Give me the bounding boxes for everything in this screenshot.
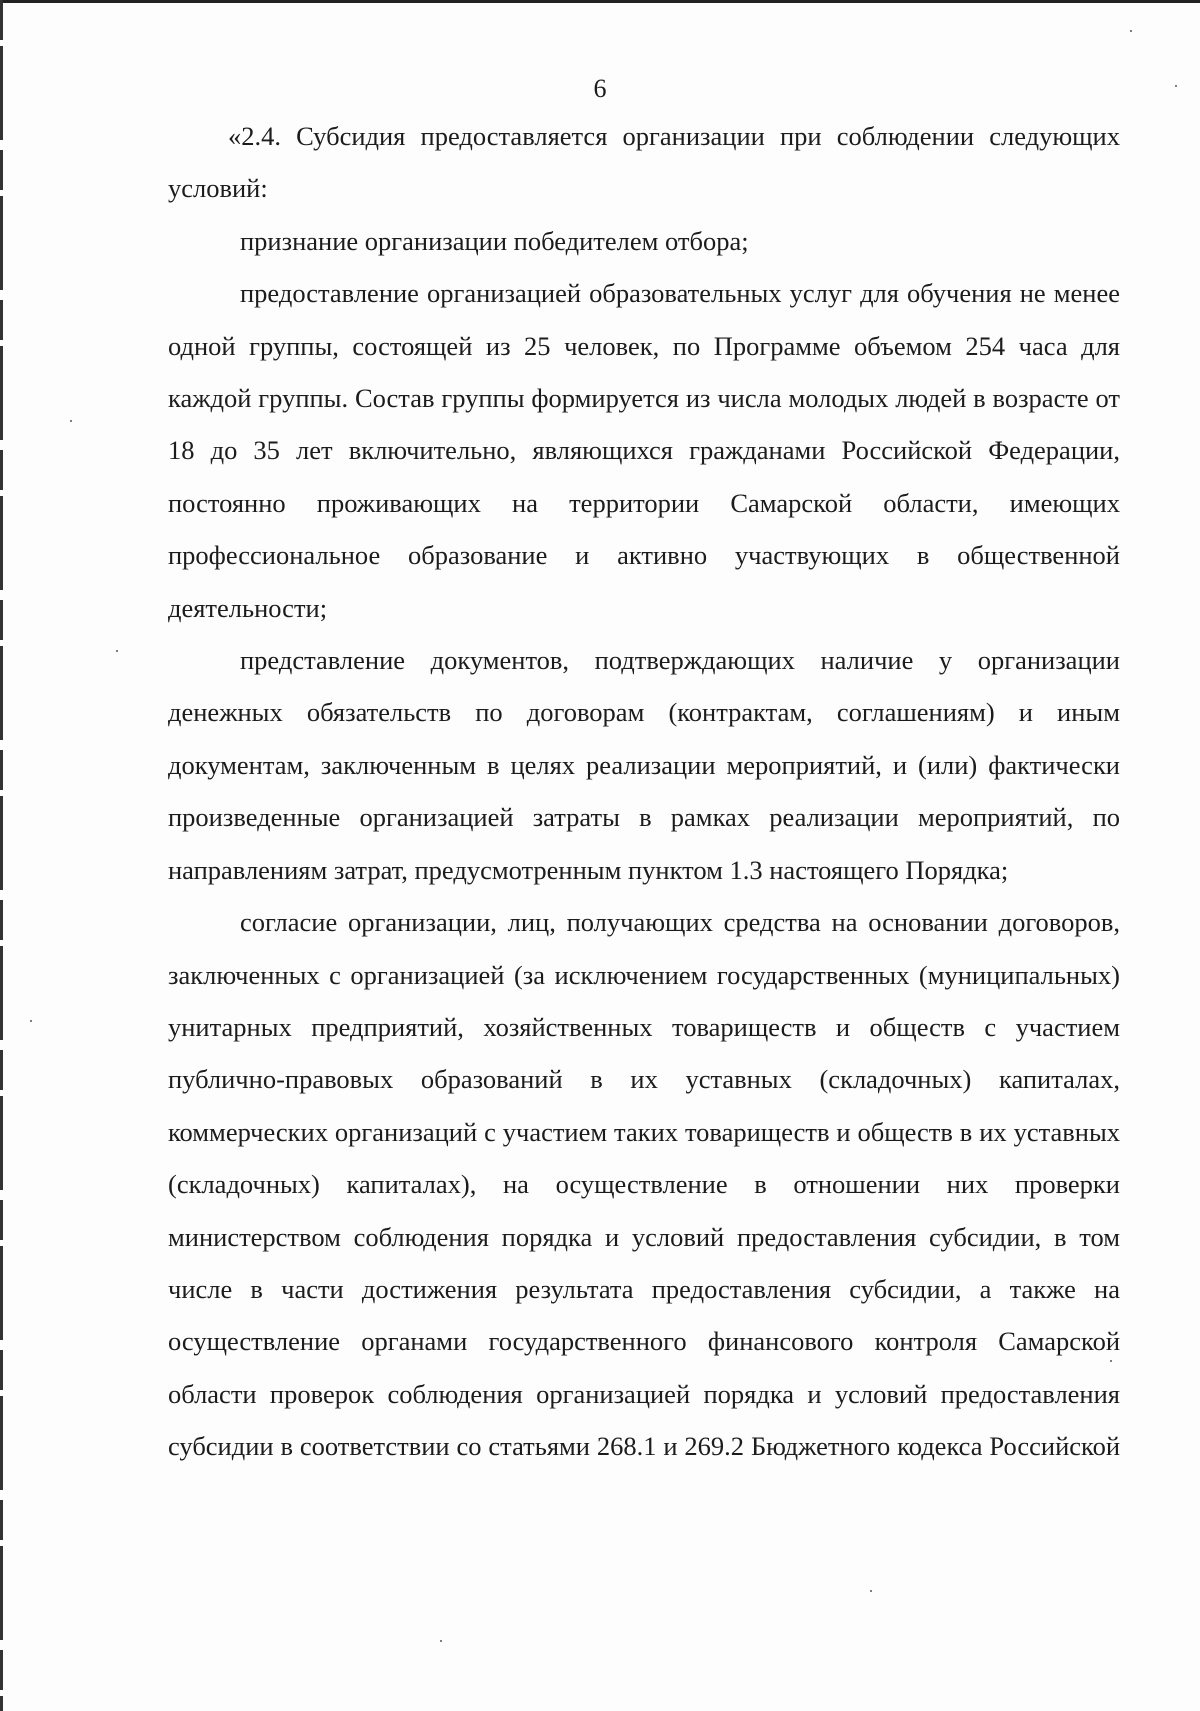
scan-speck [30, 1020, 32, 1022]
paragraph-condition-education-services: предоставление организацией образовательных услуг для обучения не менее одной группы, состоящей из 25 человек, по Программе объемом 254 часа для каждой группы. Состав группы формируется из числа молодых людей в возрасте от 18 до 35 лет включительно, являющихся гражданами Российской Федерации, постоянно проживающих на территории Самарской области, имеющих профессиональное образование и активно участвующих в общественной деятельности; [168, 278, 1120, 623]
paragraph-condition-documents: представление документов, подтверждающих наличие у организации денежных обязательств по договорам (контрактам, соглашениям) и иным документам, заключенным в целях реализации мероприятий, и (или) фактически произведенные организацией затраты в рамках реализации мероприятий, по направлениям затрат, предусмотренным пунктом 1.3 настоящего Порядка; [168, 645, 1120, 885]
scan-speck [440, 1640, 442, 1642]
paragraph-condition-winner: признание организации победителем отбора; [240, 225, 749, 256]
scan-speck [1175, 85, 1177, 87]
scan-speck [1110, 1360, 1112, 1362]
scan-speck [1130, 30, 1132, 32]
body-text [168, 110, 1120, 1473]
page-number: 6 [593, 74, 607, 103]
paragraph-condition-consent: согласие организации, лиц, получающих средства на основании договоров, заключенных с организацией (за исключением государственных (муниципальных) унитарных предприятий, хозяйственных товариществ и обществ с участием публично-правовых образований в их уставных (складочных) капиталах, коммерческих организаций с участием таких товариществ и обществ в их уставных (складочных) капиталах), на осуществление в отношении них проверки министерством соблюдения порядка и условий предоставления субсидии, в том числе в части достижения результата предоставления субсидии, а также на осуществление органами государственного финансового контроля Самарской области проверок соблюдения организацией порядка и условий предоставления субсидии в соответствии со статьями 268.1 и 269.2 Бюджетного кодекса Российской [168, 907, 1120, 1462]
scan-left-edge [0, 0, 3, 1711]
scan-speck [70, 420, 72, 422]
scan-top-edge [0, 0, 1200, 3]
scan-speck [116, 650, 118, 652]
scan-speck [870, 1590, 872, 1592]
paragraph-clause-2-4: «2.4. Субсидия предоставляется организации при соблюдении следующих условий: [168, 121, 1120, 204]
